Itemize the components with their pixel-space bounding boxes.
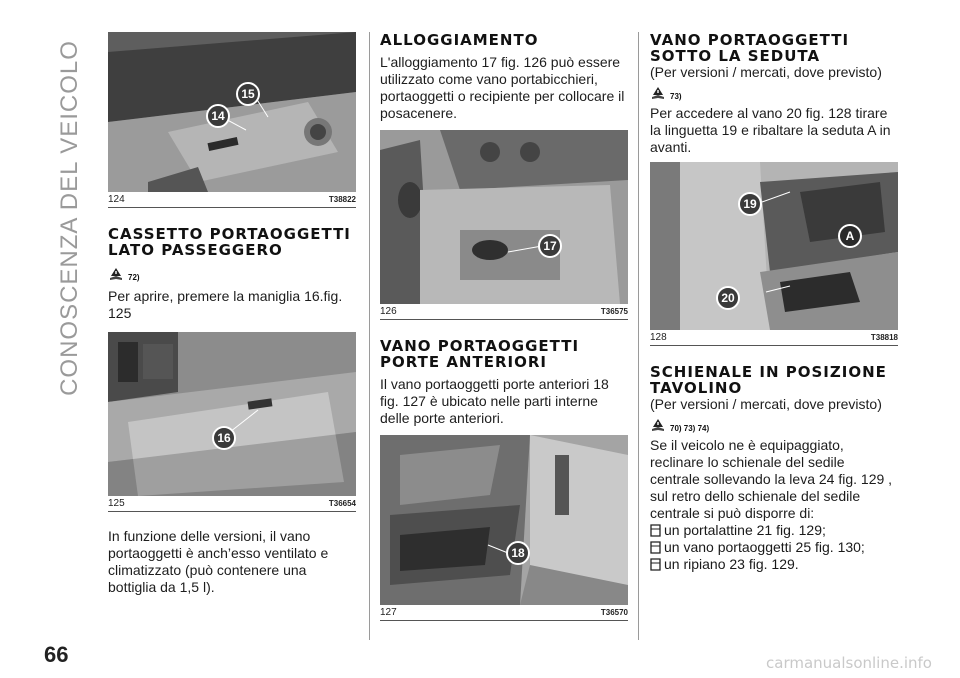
figure-124-caption (108, 192, 356, 208)
figure-number: 126 (380, 306, 397, 317)
figure-number: 127 (380, 607, 397, 618)
chapter-sidebar-title (40, 28, 100, 408)
door-pocket-illustration (380, 435, 628, 605)
figure-124 (108, 32, 356, 208)
cupholder-illustration (380, 130, 628, 304)
alloggiamento-text: L'alloggiamento 17 fig. 126 può essere utilizzato come vano portabicchieri, portaoggetti o recipiente per collocare il posacenere. (380, 54, 625, 121)
callout-20: 20 (716, 286, 740, 310)
body-text: In funzione delle versioni, il vano portaoggetti è anch’esso ventilato e climatizzato (può contenere una bottiglia da 1,5 l). (108, 528, 329, 595)
section-subtitle: (Per versioni / mercati, dove previsto) (650, 396, 882, 412)
callout-15: 15 (236, 82, 260, 106)
figure-128-photo (650, 162, 898, 330)
callout-14: 14 (206, 104, 230, 128)
figure-128 (650, 162, 898, 346)
figure-125-photo (108, 332, 356, 496)
bullet-tab-icon (650, 541, 661, 554)
page-number: 66 (44, 642, 69, 667)
figure-124-photo (108, 32, 356, 192)
figure-125-caption (108, 496, 356, 512)
figure-126 (380, 130, 628, 320)
figure-number: 125 (108, 498, 125, 509)
column-3 (650, 32, 898, 573)
list-item-text: un vano portaoggetti 25 fig. 130; (664, 539, 865, 555)
figure-number: 128 (650, 332, 667, 343)
schienale-text: Se il veicolo ne è equipaggiato, reclinare lo schienale del sedile centrale sollevando la leva 24 fig. 129 , sul retro dello schienale del sedile centrale si può disporre di: (650, 437, 893, 521)
book-warning-icon (650, 417, 666, 433)
figure-125 (108, 332, 356, 512)
section-title-schienale: SCHIENALE IN POSIZIONE TAVOLINO (650, 363, 887, 397)
figure-code: T36654 (328, 499, 356, 508)
glovebox-illustration (108, 332, 356, 496)
bullet-tab-icon (650, 524, 661, 537)
section-subtitle: (Per versioni / mercati, dove previsto) (650, 64, 882, 80)
vano-porte-text: Il vano portaoggetti porte anteriori 18 fig. 127 è ubicato nelle parti interne delle porte anteriori. (380, 376, 609, 426)
warning-reference (650, 413, 898, 433)
book-warning-icon (108, 266, 124, 282)
section-title-alloggiamento: ALLOGGIAMENTO (380, 31, 539, 49)
callout-16: 16 (212, 426, 236, 450)
figure-code: T38822 (328, 195, 356, 204)
intro-text: Per aprire, premere la maniglia 16.fig. 125 (108, 288, 343, 321)
figure-code: T36575 (600, 307, 628, 316)
callout-a: A (838, 224, 862, 248)
section-title-vano-porte: VANO PORTAOGGETTI PORTE ANTERIORI (380, 337, 580, 371)
list-item (650, 522, 898, 539)
section-title-vano-seduta: VANO PORTAOGGETTI SOTTO LA SEDUTA (650, 31, 850, 65)
figure-127 (380, 435, 628, 621)
bullet-list (650, 522, 898, 573)
callout-19: 19 (738, 192, 762, 216)
list-item-text: un ripiano 23 fig. 129. (664, 556, 799, 572)
warning-reference (650, 81, 898, 101)
book-warning-icon (650, 85, 666, 101)
list-item (650, 556, 898, 573)
figure-126-caption (380, 304, 628, 320)
column-divider (638, 32, 639, 640)
vano-seduta-text: Per accedere al vano 20 fig. 128 tirare la linguetta 19 e ribaltare la seduta A in avanti. (650, 105, 891, 155)
warning-reference (108, 262, 356, 282)
warning-ref-text: 70) 73) 74) (670, 424, 710, 433)
column-1 (108, 32, 356, 596)
warning-ref-text: 72) (128, 273, 140, 282)
column-2 (380, 32, 628, 621)
bullet-tab-icon (650, 558, 661, 571)
watermark: carmanualsonline.info (766, 654, 932, 672)
list-item-text: un portalattine 21 fig. 129; (664, 522, 826, 538)
callout-17: 17 (538, 234, 562, 258)
figure-128-caption (650, 330, 898, 346)
figure-number: 124 (108, 194, 125, 205)
list-item (650, 539, 898, 556)
figure-code: T38818 (870, 333, 898, 342)
warning-ref-text: 73) (670, 92, 682, 101)
dashboard-illustration (108, 32, 356, 192)
figure-code: T36570 (600, 608, 628, 617)
column-divider (369, 32, 370, 640)
under-seat-storage-illustration (650, 162, 898, 330)
figure-127-photo (380, 435, 628, 605)
figure-126-photo (380, 130, 628, 304)
callout-18: 18 (506, 541, 530, 565)
chapter-title-text: CONOSCENZA DEL VEICOLO (56, 40, 84, 396)
figure-127-caption (380, 605, 628, 621)
section-title-cassetto: CASSETTO PORTAOGGETTI LATO PASSEGGERO (108, 225, 351, 259)
